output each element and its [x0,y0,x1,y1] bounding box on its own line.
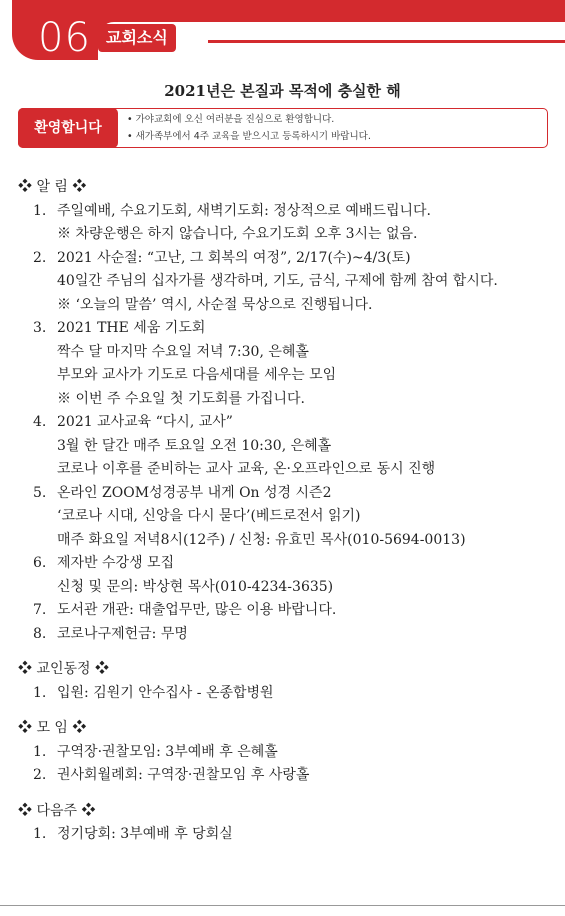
item-detail: 40일간 주님의 십자가를 생각하며, 기도, 금식, 구제에 함께 참여 합시다. [57,273,498,289]
welcome-box [18,108,548,148]
item-text: 도서관 개관: 대출업무만, 많은 이용 바랍니다. [57,602,337,618]
list-item [18,682,558,706]
section-title: ❖ 알 림 ❖ [18,179,87,195]
item-text: 입원: 김원기 안수집사 - 온종합병원 [57,684,274,701]
list-item [18,741,558,765]
list-item [18,599,558,623]
list-item [18,200,558,224]
section-title: ❖ 다음주 ❖ [18,802,96,819]
item-number: 1. [33,684,47,701]
item-text: 제자반 수강생 모집 [57,555,175,571]
welcome-label: 환영합니다 [18,108,118,148]
item-number: 7. [33,602,47,618]
item-number: 1. [33,202,47,219]
section-next-week [18,800,558,847]
item-text: 2021 사순절: “고난, 그 회복의 여정”, 2/17(수)~4/3(토) [57,249,411,266]
item-text: 주일예배, 수요기도회, 새벽기도회: 정상적으로 예배드립니다. [57,202,431,219]
list-item [18,764,558,788]
item-detail: ‘코로나 시대, 신앙을 다시 묻다’(베드로전서 읽기) [57,508,361,524]
welcome-line: • 새가족부에서 4주 교육을 받으시고 등록하시기 바랍니다. [127,131,371,142]
item-number: 1. [33,826,47,842]
bottom-rule [0,905,565,906]
item-detail: ※ ‘오늘의 말씀’ 역시, 사순절 묵상으로 진행됩니다. [57,296,373,313]
section-notices [18,176,558,646]
section-meetings [18,717,558,788]
announcements [18,176,558,847]
item-detail: ※ 차량운행은 하지 않습니다, 수요기도회 오후 3시는 없음. [57,226,418,242]
item-text: 구역장·권찰모임: 3부예배 후 은혜홀 [57,743,278,760]
item-detail: 부모와 교사가 기도로 다음세대를 세우는 모임 [57,367,337,383]
list-item [18,482,558,506]
section-member-news [18,658,558,705]
welcome-line: • 가야교회에 오신 여러분을 진심으로 환영합니다. [127,114,335,125]
item-detail: 신청 및 문의: 박상현 목사(010-4234-3635) [57,578,334,595]
item-number: 4. [33,414,47,430]
item-text: 2021 교사교육 “다시, 교사” [57,414,233,430]
section-title: ❖ 교인동정 ❖ [18,661,109,677]
item-text: 권사회월례회: 구역장·권찰모임 후 사랑홀 [57,767,310,783]
item-text: 온라인 ZOOM성경공부 내게 On 성경 시즌2 [57,484,332,501]
item-number: 6. [33,555,47,571]
item-number: 3. [33,320,47,336]
item-detail: 매주 화요일 저녁8시(12주) / 신청: 유효민 목사(010-5694-0013) [57,531,466,548]
welcome-text [127,111,371,145]
item-number: 8. [33,625,47,642]
section-underline [208,40,565,43]
list-item [18,247,558,271]
item-number: 5. [33,484,47,501]
item-text: 정기당회: 3부예배 후 당회실 [57,826,233,842]
item-number: 2. [33,767,47,783]
item-number: 1. [33,743,47,760]
item-detail: 코로나 이후를 준비하는 교사 교육, 온·오프라인으로 동시 진행 [57,461,436,477]
page-header [0,0,565,62]
page-number: 06 [38,15,91,61]
item-text: 코로나구제헌금: 무명 [57,625,188,642]
list-item [18,552,558,576]
item-detail: 3월 한 달간 매주 토요일 오전 10:30, 은혜홀 [57,437,332,454]
list-item [18,823,558,847]
page-title: 2021년은 본질과 목적에 충실한 해 [164,82,401,100]
list-item [18,317,558,341]
item-detail: ※ 이번 주 수요일 첫 기도회를 가집니다. [57,390,306,407]
list-item [18,623,558,647]
item-text: 2021 THE 세움 기도회 [57,320,206,336]
section-tag: 교회소식 [98,24,176,52]
item-number: 2. [33,249,47,266]
item-detail: 짝수 달 마지막 수요일 저녁 7:30, 은혜홀 [57,343,309,360]
list-item [18,411,558,435]
section-title: ❖ 모 임 ❖ [18,720,87,736]
